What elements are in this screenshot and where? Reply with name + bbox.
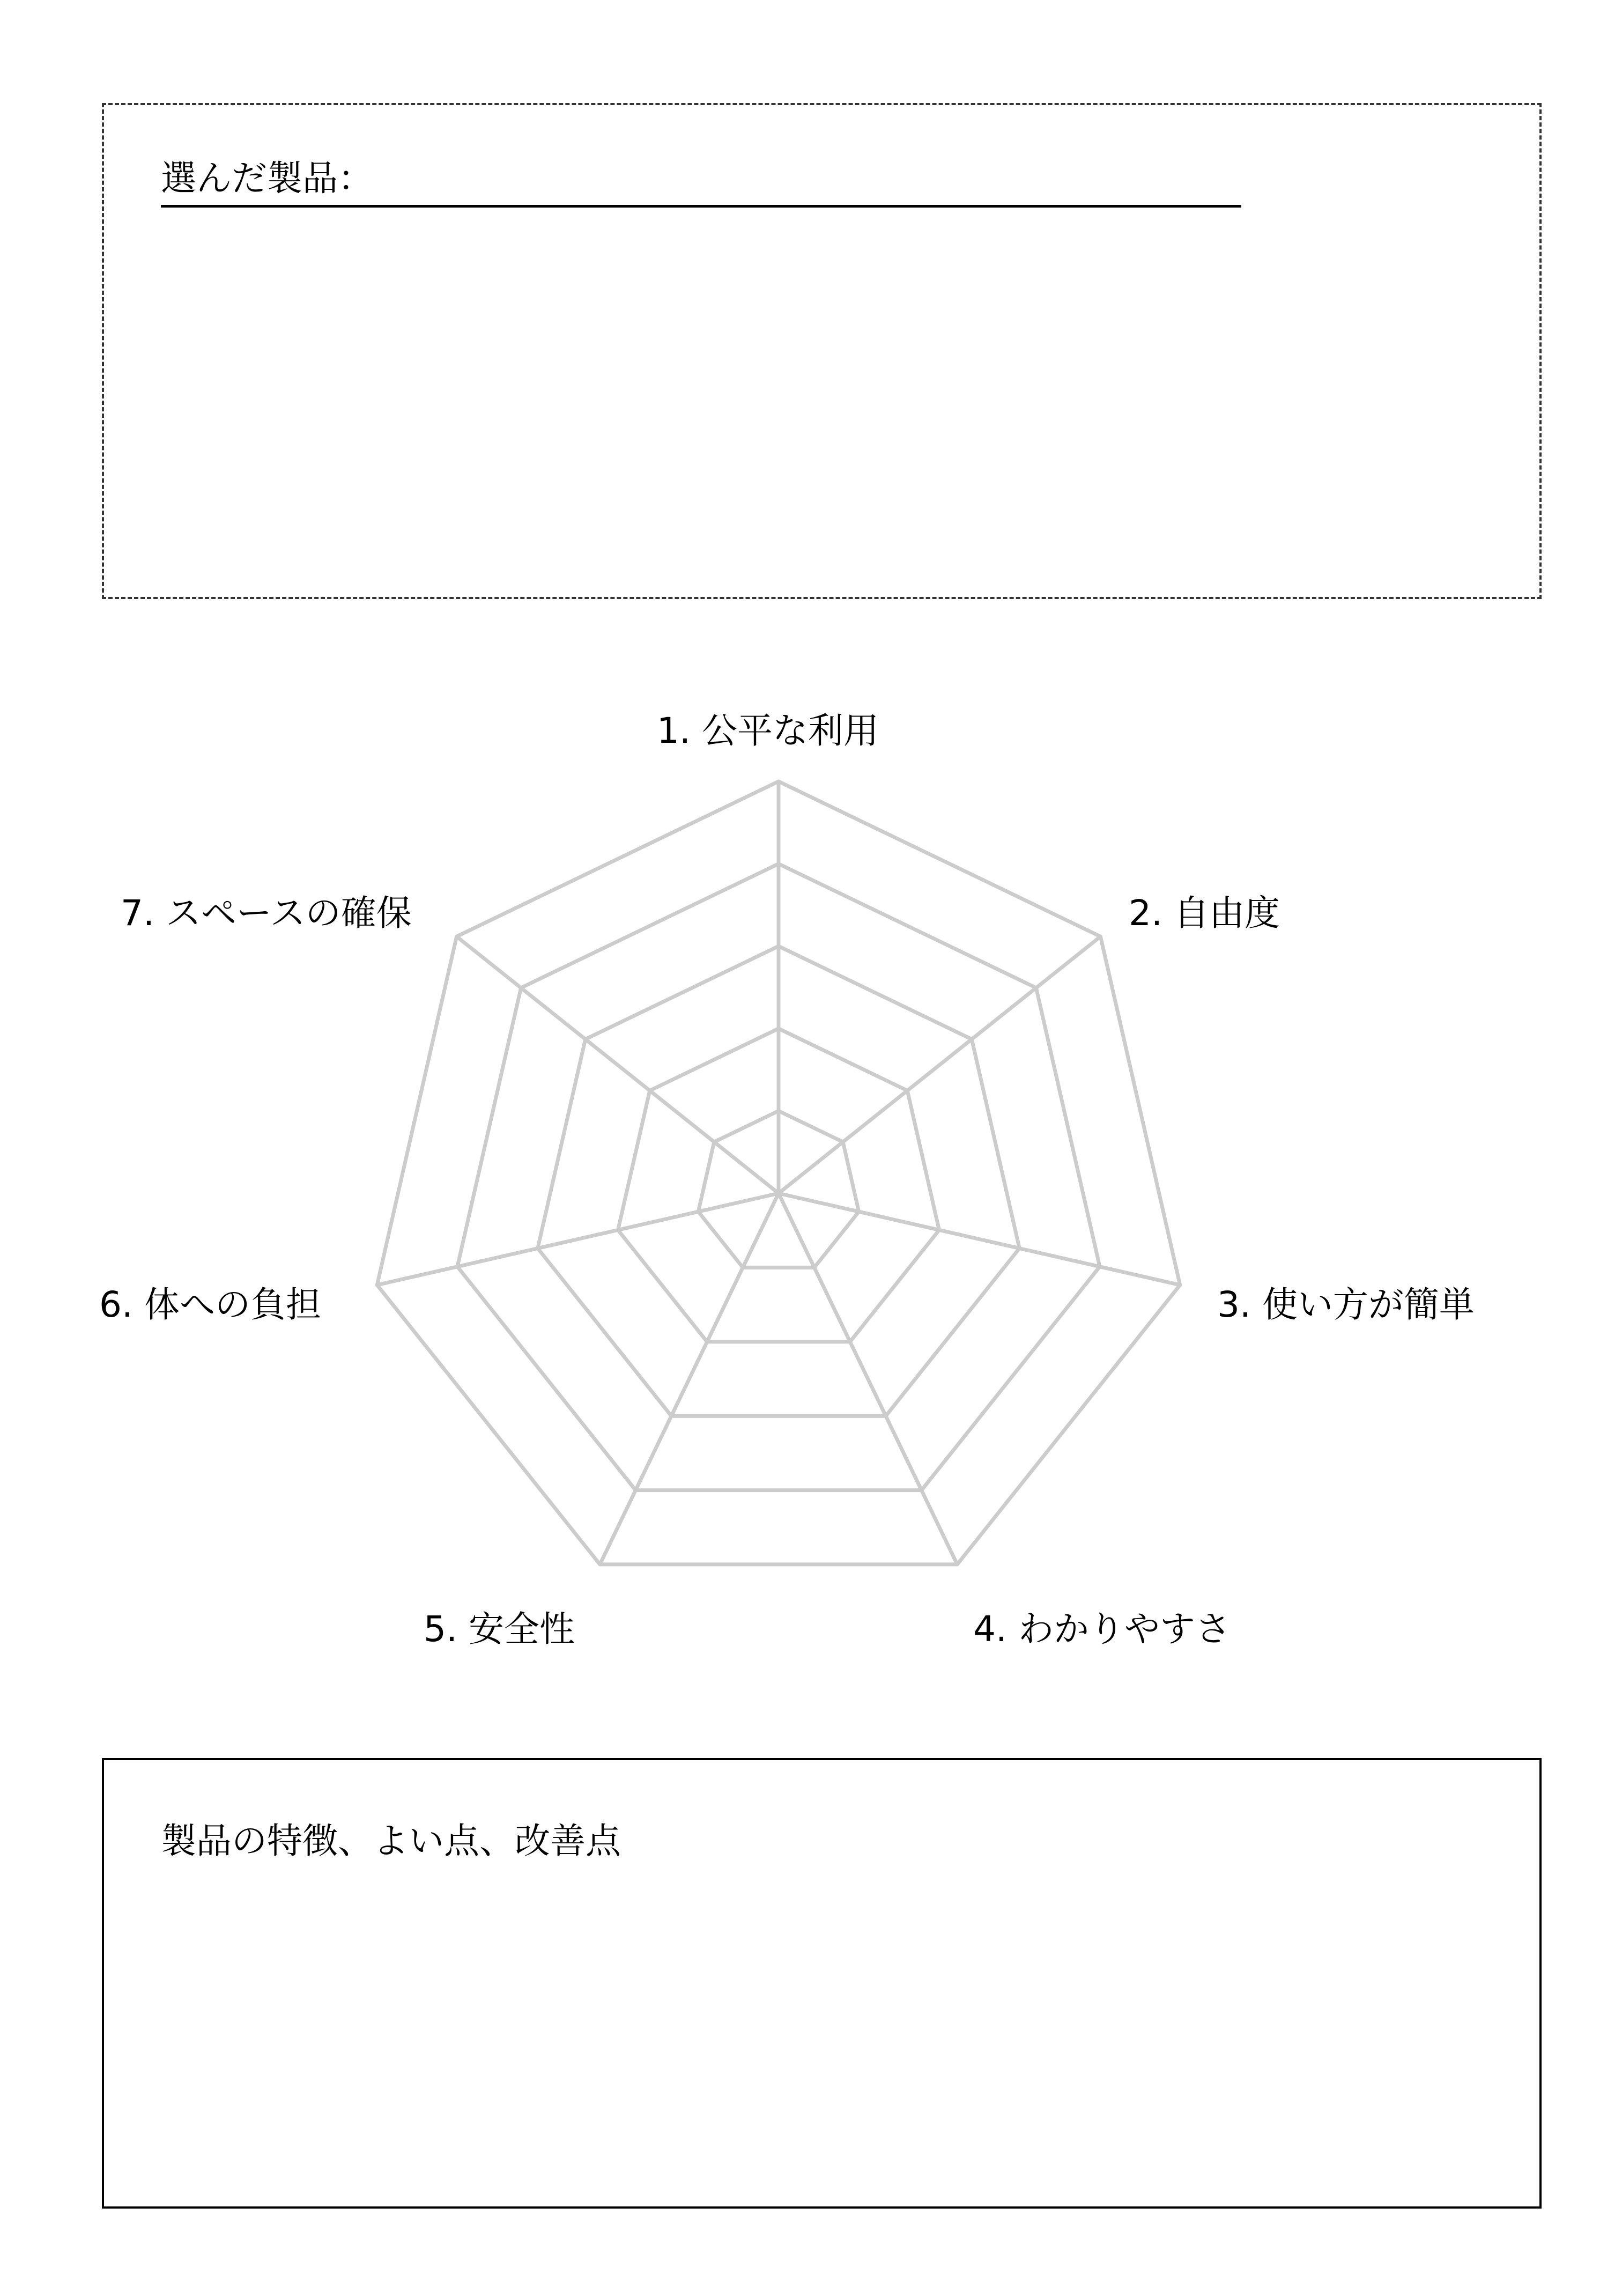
- radar-spoke-4: [779, 1193, 957, 1564]
- axis-label-7: 7. スペースの確保: [121, 892, 412, 934]
- product-label: 選んだ製品：: [161, 158, 373, 199]
- radar-spoke-5: [600, 1193, 779, 1564]
- axis-label-4: 4. わかりやすさ: [973, 1608, 1231, 1650]
- axis-label-2: 2. 自由度: [1129, 892, 1280, 934]
- axis-label-3: 3. 使い方が簡単: [1217, 1284, 1475, 1325]
- axis-label-6: 6. 体への負担: [99, 1284, 321, 1325]
- features-label: 製品の特徴、よい点、改善点: [161, 1820, 621, 1862]
- axis-label-1: 1. 公平な利用: [657, 710, 879, 751]
- axis-label-5: 5. 安全性: [424, 1608, 575, 1650]
